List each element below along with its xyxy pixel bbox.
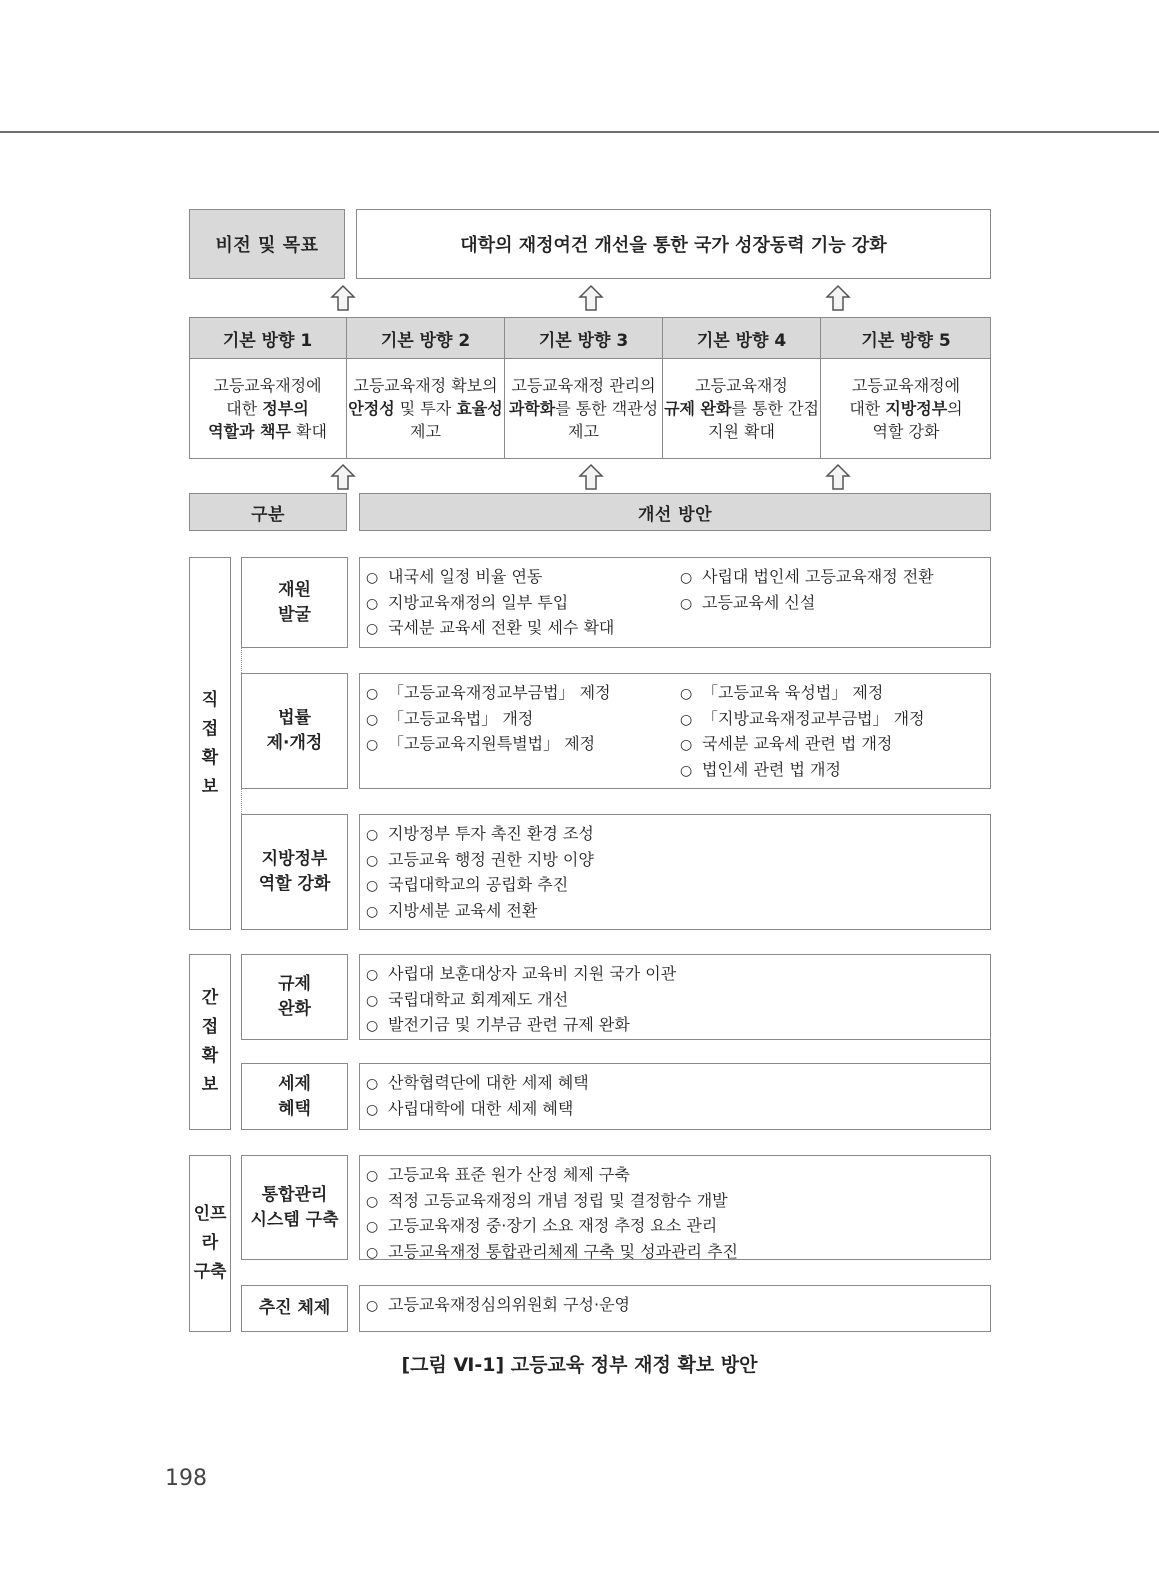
figure-caption: [그림 Ⅵ-1] 고등교육 정부 재정 확보 방안 [401,1354,758,1376]
vision-label: 비전 및 목표 [189,209,345,279]
row-category: 재원 발굴 [241,557,348,648]
direction-description: 고등교육재정에 대한 지방정부의 역할 강화 [849,375,963,441]
vision-text: 대학의 재정여건 개선을 통한 국가 성장동력 기능 강화 [356,209,991,279]
row-connector [241,789,242,814]
plan-item: ○ 고등교육 표준 원가 산정 체제 구축 [366,1163,738,1189]
plan-column [366,822,594,924]
direction-description: 고등교육재정에 대한 정부의 역할과 책무 확대 [189,358,347,458]
plan-item: ○ 고등교육재정 중·장기 소요 재정 추정 요소 관리 [366,1214,738,1240]
row-category: 지방정부 역할 강화 [241,814,348,930]
direction-description: 고등교육재정 관리의 과학화를 통한 객관성 제고 [505,358,663,458]
group-label: 간 접 확 보 [189,954,231,1130]
row-category: 세제 혜택 [241,1063,348,1130]
plan-item: ○ 「지방교육재정교부금법」 개정 [680,707,925,733]
plan-item: ○ 적정 고등교육재정의 개념 정립 및 결정함수 개발 [366,1189,738,1215]
row-category: 규제 완화 [241,954,348,1040]
plan-item: ○ 「고등교육법」 개정 [366,707,611,733]
up-arrow-icon [825,463,851,491]
plan-column [366,1163,738,1265]
up-arrow-icon [578,284,604,312]
row-category: 추진 체제 [241,1285,348,1332]
plan-column [366,962,676,1039]
group-label: 직 접 확 보 [189,557,231,930]
plan-header: 개선 방안 [359,493,991,531]
plan-item: ○ 사립대 보훈대상자 교육비 지원 국가 이관 [366,962,676,988]
plan-item: ○ 사립대 법인세 고등교육재정 전환 [680,565,934,591]
direction-title: 기본 방향 4 [663,318,821,358]
category-header: 구분 [189,493,347,531]
plan-item: ○ 국세분 교육세 전환 및 세수 확대 [366,616,614,642]
direction-description: 고등교육재정 확보의 안정성 및 투자 효율성 제고 [347,358,505,458]
plan-item: ○ 고등교육세 신설 [680,591,934,617]
direction-title: 기본 방향 5 [861,330,951,351]
plan-column [366,1293,630,1319]
plan-item: ○ 국세분 교육세 관련 법 개정 [680,732,925,758]
plan-item: ○ 「고등교육 육성법」 제정 [680,681,925,707]
row-category: 법률 제·개정 [241,673,348,789]
plan-item: ○ 고등교육재정심의위원회 구성·운영 [366,1293,630,1319]
page-header-rule [0,131,1159,133]
up-arrow-icon [578,463,604,491]
plan-item: ○ 사립대학에 대한 세제 혜택 [366,1097,589,1123]
plan-item: ○ 지방정부 투자 촉진 환경 조성 [366,822,594,848]
plan-item: ○ 산학협력단에 대한 세제 혜택 [366,1071,589,1097]
plan-item: ○ 국립대학교 회계제도 개선 [366,988,676,1014]
plan-item: ○ 국립대학교의 공립화 추진 [366,873,594,899]
plan-item: ○ 「고등교육재정교부금법」 제정 [366,681,611,707]
row-category: 통합관리 시스템 구축 [241,1155,348,1260]
direction-description: 고등교육재정 규제 완화를 통한 간접 지원 확대 [663,358,821,458]
plan-item: ○ 발전기금 및 기부금 관련 규제 완화 [366,1013,676,1039]
plan-item: ○ 법인세 관련 법 개정 [680,758,925,784]
direction-title: 기본 방향 2 [347,318,505,358]
page-number: 198 [165,1466,207,1491]
direction-title: 기본 방향 3 [505,318,663,358]
plan-item: ○ 내국세 일정 비율 연동 [366,565,614,591]
up-arrow-icon [330,463,356,491]
up-arrow-icon [825,284,851,312]
row-connector [241,648,242,673]
plan-column [680,565,934,616]
plan-item: ○ 고등교육재정 통합관리체제 구축 및 성과관리 추진 [366,1240,738,1266]
plan-item: ○ 지방세분 교육세 전환 [366,899,594,925]
plan-item: ○ 「고등교육지원특별법」 제정 [366,732,611,758]
plan-item: ○ 고등교육 행정 권한 지방 이양 [366,848,594,874]
row-connector [990,1040,991,1063]
plan-column [366,1071,589,1122]
plan-item: ○ 지방교육재정의 일부 투입 [366,591,614,617]
plan-column [366,565,614,642]
up-arrow-icon [330,284,356,312]
plan-column [680,681,925,783]
group-label: 인프 라 구축 [189,1155,231,1332]
direction-title: 기본 방향 1 [189,318,347,358]
plan-column [366,681,611,758]
